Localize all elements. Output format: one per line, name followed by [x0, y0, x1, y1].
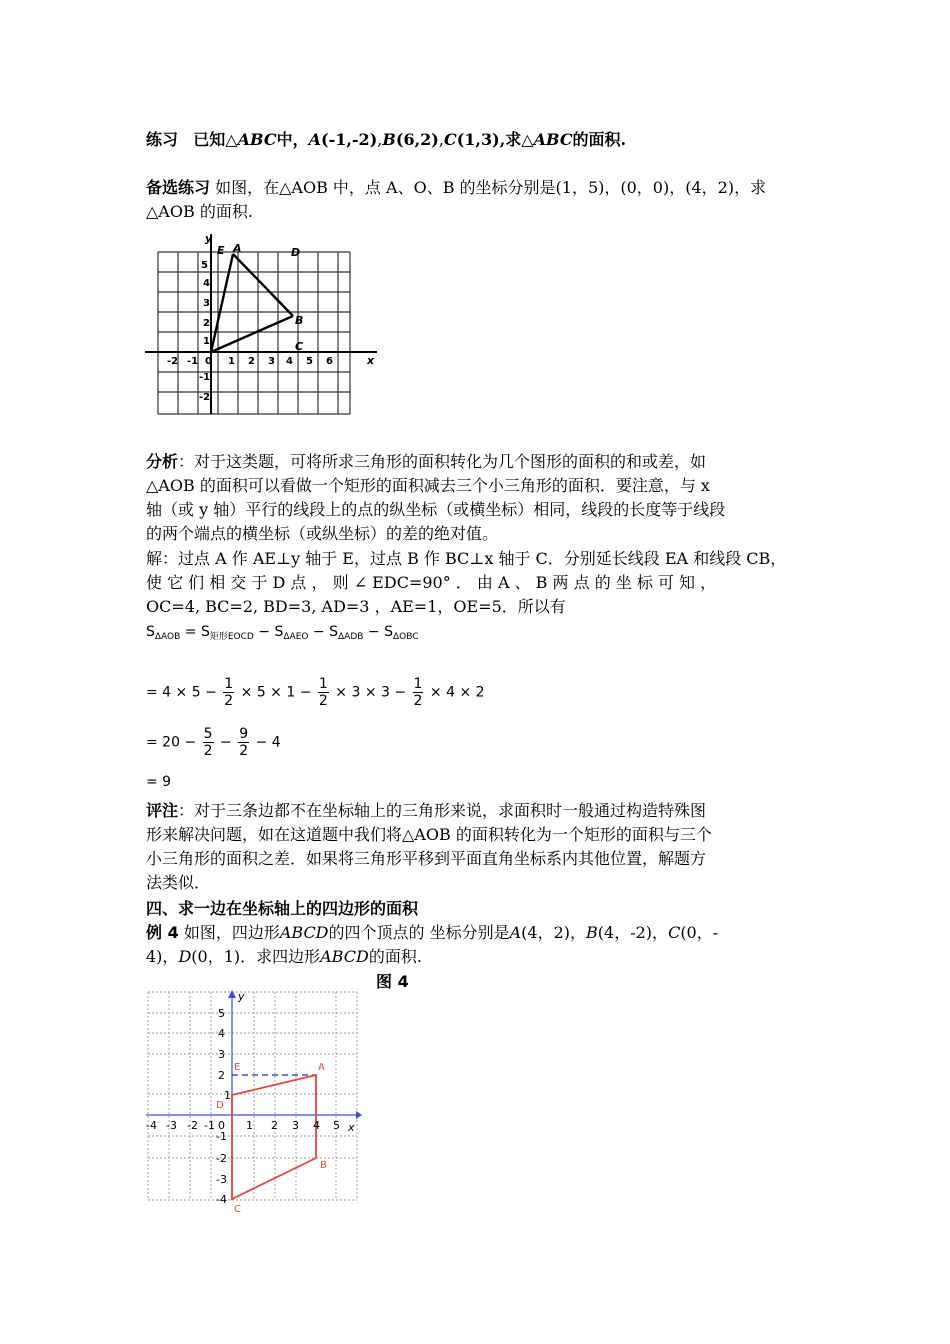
numerator: 5 [203, 726, 213, 742]
triangle-name: ABC [533, 130, 573, 149]
comment-line: 法类似． [146, 873, 211, 892]
y-tick: 5 [201, 260, 208, 271]
x-tick: -2 [167, 356, 179, 367]
area-subscript: ΔAEO [283, 632, 309, 642]
point-a-label: A [318, 1062, 325, 1073]
point-c-label: C [234, 1204, 241, 1215]
calc-text: − 4 [255, 734, 281, 751]
axis-x-label: x [348, 1121, 355, 1134]
denominator: 2 [318, 693, 328, 709]
y-tick: 2 [218, 1069, 225, 1082]
area-symbol: S [274, 624, 284, 640]
point-label: C [668, 923, 681, 942]
calc-line-1 [146, 676, 485, 709]
coordinate: (0，- [680, 923, 719, 942]
coordinate: (4，2)， [521, 923, 587, 942]
area-symbol: S [384, 624, 393, 640]
x-tick: 6 [326, 356, 333, 367]
numerator: 9 [239, 726, 249, 742]
x-tick: 3 [292, 1119, 299, 1132]
y-tick: 5 [218, 1007, 225, 1020]
figure-triangle-aob [145, 228, 385, 418]
y-tick: 4 [218, 1027, 225, 1040]
analysis-line: 的两个端点的横坐标（或纵坐标）的差的绝对值。 [146, 524, 499, 543]
area-subscript: 矩形EOCD [209, 632, 254, 642]
area-symbol: S [329, 624, 338, 640]
example-text: 如图，四边形 [183, 923, 280, 942]
figure-quadrilateral-abcd [146, 988, 366, 1218]
y-ticks [216, 990, 245, 1206]
x-tick: -1 [187, 356, 199, 367]
operator: − [308, 624, 330, 640]
solution-line: 解：过点 A 作 AE⊥y 轴于 E，过点 B 作 BC⊥x 轴于 C．分别延长线段 EA 和线段 CB， [146, 549, 787, 568]
calc-text: = 4 × 5 − [146, 684, 217, 701]
solution-paragraph [146, 547, 806, 619]
axis-y-label: y [205, 232, 213, 245]
denominator: 2 [224, 693, 234, 709]
practice-text: 的面积. [572, 130, 627, 149]
alt-practice-label: 备选练习 [146, 178, 211, 197]
y-tick: 3 [218, 1048, 225, 1061]
area-subscript: ΔOBC [392, 632, 419, 642]
x-tick: 0 [205, 356, 212, 367]
numerator: 1 [413, 676, 423, 692]
point-label: C [443, 130, 457, 149]
coordinate: (0，1)．求四边形 [191, 947, 321, 966]
x-tick: 2 [271, 1119, 278, 1132]
x-tick: 4 [286, 356, 293, 367]
y-tick: -1 [216, 1130, 227, 1143]
x-tick: 4 [313, 1119, 320, 1132]
x-tick: -4 [146, 1119, 157, 1132]
x-tick: 2 [248, 356, 255, 367]
y-tick: 2 [203, 318, 210, 329]
calc-line-3 [146, 774, 171, 790]
triangle-aob [211, 254, 293, 352]
numerator: 1 [224, 676, 234, 692]
comment-line: 小三角形的面积之差．如果将三角形平移到平面直角坐标系内其他位置，解题方 [146, 849, 707, 868]
y-tick: -3 [216, 1173, 227, 1186]
point-a-label: A [233, 242, 242, 255]
comment-line: ：对于三条边都不在坐标轴上的三角形来说，求面积时一般通过构造特殊图 [178, 801, 707, 820]
operator: = [180, 624, 201, 640]
fraction [223, 676, 234, 709]
calc-result: = 9 [146, 774, 172, 790]
area-equation [146, 624, 419, 642]
point-e-label: E [234, 1062, 241, 1073]
solution-line: OC=4, BC=2, BD=3, AD=3 ，AE=1，OE=5．所以有 [146, 597, 566, 616]
y-tick: 1 [203, 336, 210, 347]
y-tick: -2 [216, 1152, 227, 1165]
operator: − [363, 624, 385, 640]
fraction [413, 676, 424, 709]
figure-4-label: 图 4 [376, 972, 409, 991]
axis-y-label: y [238, 990, 245, 1003]
calc-text: × 3 × 3 − [335, 684, 407, 701]
y-tick: 1 [224, 1089, 231, 1102]
denominator: 2 [239, 743, 249, 759]
practice-line: 练习 已知△ABC中，A(-1,-2),B(6,2),C(1,3),求△ABC的面积. [146, 130, 627, 149]
point-label: A [308, 130, 321, 149]
axis-x-label: x [367, 354, 375, 367]
denominator: 2 [413, 693, 423, 709]
denominator: 2 [203, 743, 213, 759]
alt-practice-text: 如图，在△AOB 中，点 A、O、B 的坐标分别是(1，5)，(0，0)，(4，2)，求 [215, 178, 767, 197]
analysis-line: ：对于这类题，可将所求三角形的面积转化为几个图形的面积的和或差，如 [178, 452, 707, 471]
calc-line-2 [146, 726, 281, 759]
point-b-label: B [320, 1160, 327, 1171]
calc-text: × 4 × 2 [429, 684, 485, 701]
alt-practice-text: △AOB 的面积. [146, 202, 253, 221]
numerator: 1 [318, 676, 328, 692]
example-4 [146, 921, 806, 969]
comment-line: 形来解决问题，如在这道题中我们将△AOB 的面积转化为一个矩形的面积与三个 [146, 825, 712, 844]
calc-text: − [220, 734, 232, 751]
x-tick: -1 [204, 1119, 215, 1132]
point-c-label: C [295, 340, 304, 353]
fraction [318, 676, 329, 709]
coordinate: (-1,-2) [321, 130, 378, 149]
example-text: 的四个顶点的 坐标分别是 [328, 923, 510, 942]
point-label: D [178, 947, 192, 966]
practice-text: 已知△ [193, 130, 238, 149]
x-tick: -2 [187, 1119, 198, 1132]
point-label: B [382, 130, 396, 149]
point-label: A [509, 923, 522, 942]
practice-label: 练习 [146, 130, 179, 149]
x-tick: 1 [228, 356, 235, 367]
area-symbol: S [200, 624, 210, 640]
comment-label: 评注 [146, 801, 179, 820]
coordinate: (6,2) [395, 130, 439, 149]
triangle-name: ABC [237, 130, 277, 149]
y-tick: -4 [216, 1193, 227, 1206]
y-tick: 3 [203, 298, 210, 309]
example-text: 4)， [146, 947, 179, 966]
coordinate: (1,3) [456, 130, 500, 149]
point-label: B [586, 923, 598, 942]
axes [145, 234, 377, 414]
point-e-label: E [217, 244, 225, 257]
x-tick: 1 [246, 1119, 253, 1132]
calc-text: = 20 − [146, 734, 197, 751]
x-ticks [146, 1119, 355, 1134]
analysis-label: 分析 [146, 452, 179, 471]
y-tick: -1 [199, 372, 211, 383]
area-subscript: ΔADB [338, 632, 364, 642]
operator: − [253, 624, 275, 640]
area-symbol: S [146, 624, 155, 640]
area-subscript: ΔAOB [154, 632, 181, 642]
example-label: 例 4 [146, 923, 179, 942]
analysis-paragraph [146, 450, 806, 546]
alt-practice [146, 176, 806, 224]
calc-text: × 5 × 1 − [240, 684, 312, 701]
solution-line: 使 它 们 相 交 于 D 点 ， 则 ∠ EDC=90° ． 由 A 、 B 两 点 的 坐 标 可 知 ， [146, 573, 717, 592]
y-tick: -2 [199, 392, 211, 403]
fraction [238, 726, 249, 759]
practice-text: ,求△ [499, 130, 534, 149]
example-text: 的面积. [368, 947, 422, 966]
analysis-line: 轴（或 y 轴）平行的线段上的点的纵坐标（或横坐标）相同，线段的长度等于线段 [146, 500, 726, 519]
section-heading: 四、求一边在坐标轴上的四边形的面积 [146, 899, 419, 918]
x-tick: -3 [166, 1119, 177, 1132]
quad-name: ABCD [320, 947, 369, 966]
practice-text: 中， [276, 130, 309, 149]
point-d-label: D [216, 1100, 224, 1111]
comment-paragraph [146, 799, 806, 895]
x-tick: 0 [218, 1119, 225, 1132]
quad-name: ABCD [279, 923, 329, 942]
x-tick: 5 [333, 1119, 340, 1132]
point-b-label: B [295, 314, 304, 327]
y-tick: 4 [203, 278, 210, 289]
x-tick: 3 [268, 356, 275, 367]
analysis-line: △AOB 的面积可以看做一个矩形的面积减去三个小三角形的面积．要注意，与 x [146, 476, 710, 495]
point-d-label: D [291, 246, 301, 259]
fraction [203, 726, 214, 759]
coordinate: (4，-2)， [597, 923, 669, 942]
x-tick: 5 [306, 356, 313, 367]
